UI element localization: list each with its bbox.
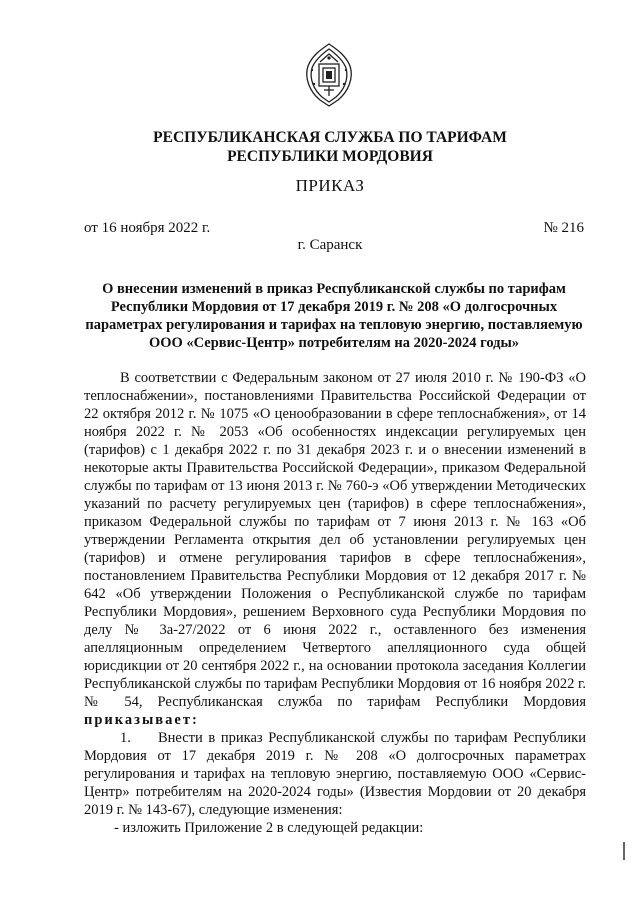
scan-mark [622,842,626,860]
authority-line-2: РЕСПУБЛИКИ МОРДОВИЯ [227,148,433,165]
coat-of-arms-icon [298,40,360,110]
order-subitem-1: - изложить Приложение 2 в следующей редакции: [114,820,424,836]
document-subject: О внесении изменений в приказ Республиканской службы по тарифам Республики Мордовия от 17 декабря 2019 г. № 208 «О долгосрочных параметрах регулирования и тарифах на тепловую энергию, поставляемую ООО «Сервис-Центр» потребителям на 2020-2024 годы» [85,281,583,351]
document-city: г. Саранск [297,237,363,253]
decree-word: приказывает: [84,712,199,728]
preamble-paragraph [84,369,586,729]
issuing-authority [60,128,600,166]
document-body [84,369,586,837]
item-1-text: Внести в приказ Республиканской службы по тарифам Республики Мордовия от 17 декабря 2019 г. № 208 «О долгосрочных параметрах регулирования и тарифах на тепловую энергию, поставляемую ООО «Сервис-Центр» потребителям на 2020-2024 годы» (Известия Мордовии от 20 декабря 2019 г. № 143-67), следующие изменения: [84,730,586,818]
document-type: ПРИКАЗ [295,176,365,195]
document-date: от 16 ноября 2022 г. [84,220,211,236]
item-1-number: 1. [120,730,131,746]
document-number: № 216 [543,220,584,236]
order-item-1 [84,729,586,819]
authority-line-1: РЕСПУБЛИКАНСКАЯ СЛУЖБА ПО ТАРИФАМ [153,129,507,146]
preamble-text: В соответствии с Федеральным законом от 27 июля 2010 г. № 190-ФЗ «О теплоснабжении», постановлениями Правительства Российской Федерации от 22 октября 2012 г. № 1075 «О ценообразовании в сфере теплоснабжения», от 14 ноября 2022 г. № 2053 «Об особенностях индексации регулируемых цен (тарифов) с 1 декабря 2022 г. по 31 декабря 2023 г. и о внесении изменений в некоторые акты Правительства Российской Федерации», приказом Федеральной службы по тарифам от 13 июня 2013 г. № 760-э «Об утверждении Методических указаний по расчету регулируемых цен (тарифов) в сфере теплоснабжения», приказом Федеральной службы по тарифам от 7 июня 2013 г. № 163 «Об утверждении Регламента открытия дел об установлении регулируемых цен (тарифов) и отмене регулирования тарифов в сфере теплоснабжения», постановлением Правительства Республики Мордовия от 12 декабря 2017 г. № 642 «Об утверждении Положения о Республиканской службе по тарифам Республики Мордовия», решением Верховного суда Республики Мордовия по делу № 3а-27/2022 от 6 июня 2022 г., оставленного без изменения апелляционным определением Четвертого апелляционного суда общей юрисдикции от 20 сентября 2022 г., на основании протокола заседания Коллегии Республиканской службы по тарифам Республики Мордовия от 16 ноября 2022 г. № 54, Республиканская служба по тарифам Республики Мордовия [84,370,586,710]
